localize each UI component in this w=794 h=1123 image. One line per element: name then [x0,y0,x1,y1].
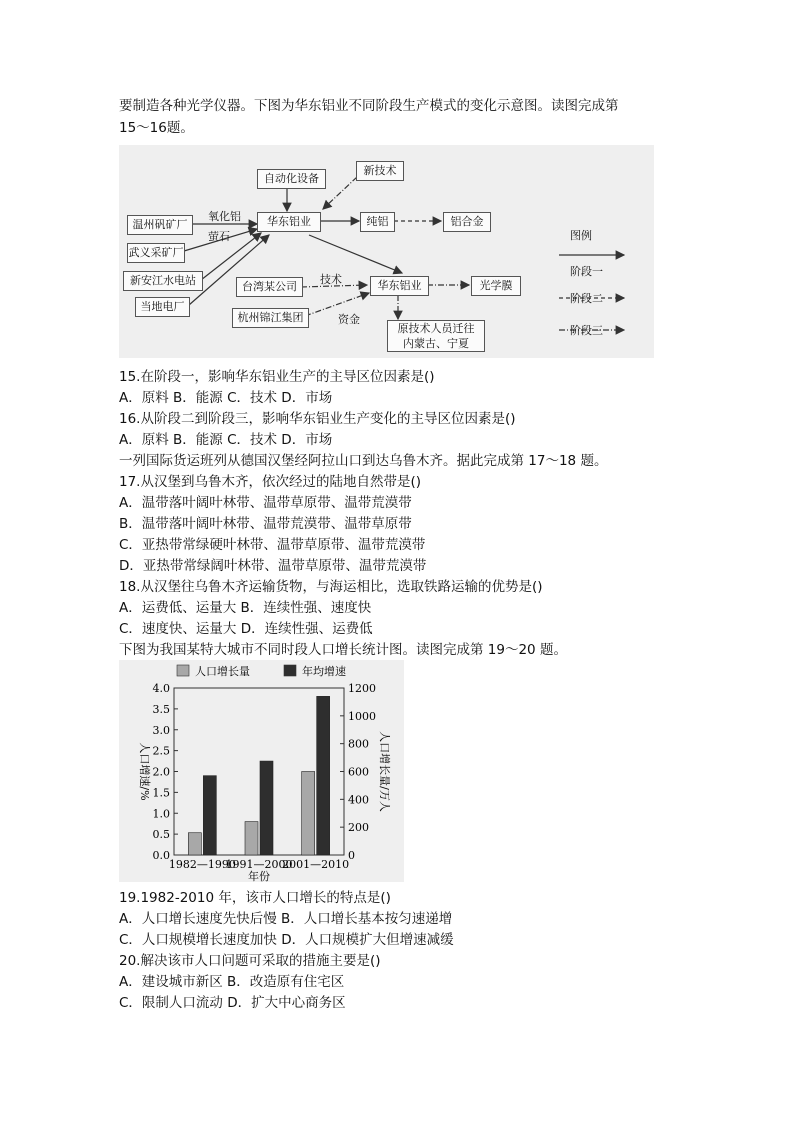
bar-rate-1 [203,776,216,855]
q16-stem: 16.从阶段二到阶段三，影响华东铝业生产变化的主导区位因素是() [119,411,516,427]
q19-stem: 19.1982-2010 年，该市人口增长的特点是() [119,890,391,906]
legend-stage-1: 阶段一 [570,265,603,278]
node-pure-aluminum: 纯铝 [360,212,395,232]
q20-options-cd: C．限制人口流动 D．扩大中心商务区 [119,995,346,1011]
y-axis-left-title: 人口增速/% [138,742,151,801]
bar-rate-2 [260,761,273,855]
left-tick-label: 1.5 [152,786,170,800]
right-tick-label: 800 [348,737,369,751]
bar-increase-3 [302,772,315,856]
intro-line-2: 15～16题。 [119,120,194,136]
left-tick-label: 0.5 [152,828,170,842]
node-hangzhou-jinjiang: 杭州锦江集团 [232,308,309,328]
x-tick-label: 1991—2000 [225,858,293,871]
node-automation-equipment: 自动化设备 [257,169,326,189]
left-tick-label: 2.5 [152,744,170,758]
q18-stem: 18.从汉堡往乌鲁木齐运输货物，与海运相比，选取铁路运输的优势是() [119,579,543,595]
q20-stem: 20.解决该市人口问题可采取的措施主要是() [119,953,381,969]
q17-stem: 17.从汉堡到乌鲁木齐，依次经过的陆地自然带是() [119,474,422,490]
q17-option-c: C．亚热带常绿硬叶林带、温带草原带、温带荒漠带 [119,537,426,553]
label-fluorite: 萤石 [208,230,230,243]
right-tick-label: 1200 [348,682,376,695]
q18-options-ab: A．运费低、运量大 B．连续性强、速度快 [119,600,372,616]
label-capital: 资金 [338,313,360,326]
node-taiwan-company: 台湾某公司 [236,277,303,297]
production-mode-diagram [119,145,654,358]
node-huadong-aluminum-1: 华东铝业 [257,212,321,232]
q15-options: A．原料 B．能源 C．技术 D．市场 [119,390,333,406]
left-tick-label: 1.0 [152,807,170,821]
right-tick-label: 0 [348,849,355,862]
node-xinanjiang-hydropower: 新安江水电站 [123,271,203,291]
left-tick-label: 3.0 [152,723,170,737]
q19-options-ab: A．人口增长速度先快后慢 B．人口增长基本按匀速递增 [119,911,453,927]
intro-line-1: 要制造各种光学仪器。下图为华东铝业不同阶段生产模式的变化示意图。读图完成第 [119,98,619,114]
q17-option-a: A．温带落叶阔叶林带、温带草原带、温带荒漠带 [119,495,412,511]
right-tick-label: 200 [348,821,369,835]
node-wenzhou-alum-mine: 温州矾矿厂 [127,215,193,235]
node-optical-film: 光学膜 [471,276,521,296]
node-local-power-plant: 当地电厂 [135,297,190,317]
y-axis-right-title: 人口增长量/万人 [378,731,391,812]
label-alumina: 氧化铝 [208,210,241,223]
legend-label-2: 年均增速 [302,665,346,678]
label-technology: 技术 [320,273,342,286]
node-new-technology: 新技术 [356,161,404,181]
q16-options: A．原料 B．能源 C．技术 D．市场 [119,432,333,448]
right-tick-label: 1000 [348,709,376,723]
node-wuyi-mine: 武义采矿厂 [127,243,185,263]
right-tick-label: 600 [348,765,369,779]
legend-swatch-1 [177,665,189,676]
legend-label-1: 人口增长量 [195,665,250,678]
left-tick-label: 2.0 [152,765,170,779]
left-tick-label: 4.0 [152,682,170,695]
bar-increase-2 [245,822,258,855]
q17-option-b: B．温带落叶阔叶林带、温带荒漠带、温带草原带 [119,516,412,532]
legend-stage-3: 阶段三 [570,324,603,337]
legend-stage-2: 阶段二 [570,292,603,305]
chart-svg [119,660,404,882]
node-huadong-aluminum-2: 华东铝业 [370,276,429,296]
node-technician-migration: 原技术人员迁往 内蒙古、宁夏 [387,320,485,352]
node-aluminum-alloy: 铝合金 [443,212,491,232]
x-tick-label: 2001—2010 [282,858,350,871]
q20-options-ab: A．建设城市新区 B．改造原有住宅区 [119,974,345,990]
bar-rate-3 [317,696,330,855]
q18-options-cd: C．速度快、运量大 D．连续性强、运费低 [119,621,373,637]
right-tick-label: 400 [348,793,369,807]
legend-title: 图例 [570,229,592,242]
q15-stem: 15.在阶段一，影响华东铝业生产的主导区位因素是() [119,369,435,385]
x-tick-label: 1982—1990 [168,858,236,871]
x-axis-title: 年份 [248,870,270,882]
intro-2: 一列国际货运班列从德国汉堡经阿拉山口到达乌鲁木齐。据此完成第 17～18 题。 [119,453,608,469]
intro-3: 下图为我国某特大城市不同时段人口增长统计图。读图完成第 19～20 题。 [119,642,567,658]
left-tick-label: 3.5 [152,702,170,716]
q17-option-d: D．亚热带常绿阔叶林带、温带草原带、温带荒漠带 [119,558,427,574]
left-tick-label: 0.0 [152,849,170,862]
legend-swatch-2 [284,665,296,676]
population-growth-chart [119,660,404,882]
bar-increase-1 [188,833,201,855]
q19-options-cd: C．人口规模增长速度加快 D．人口规模扩大但增速减缓 [119,932,454,948]
